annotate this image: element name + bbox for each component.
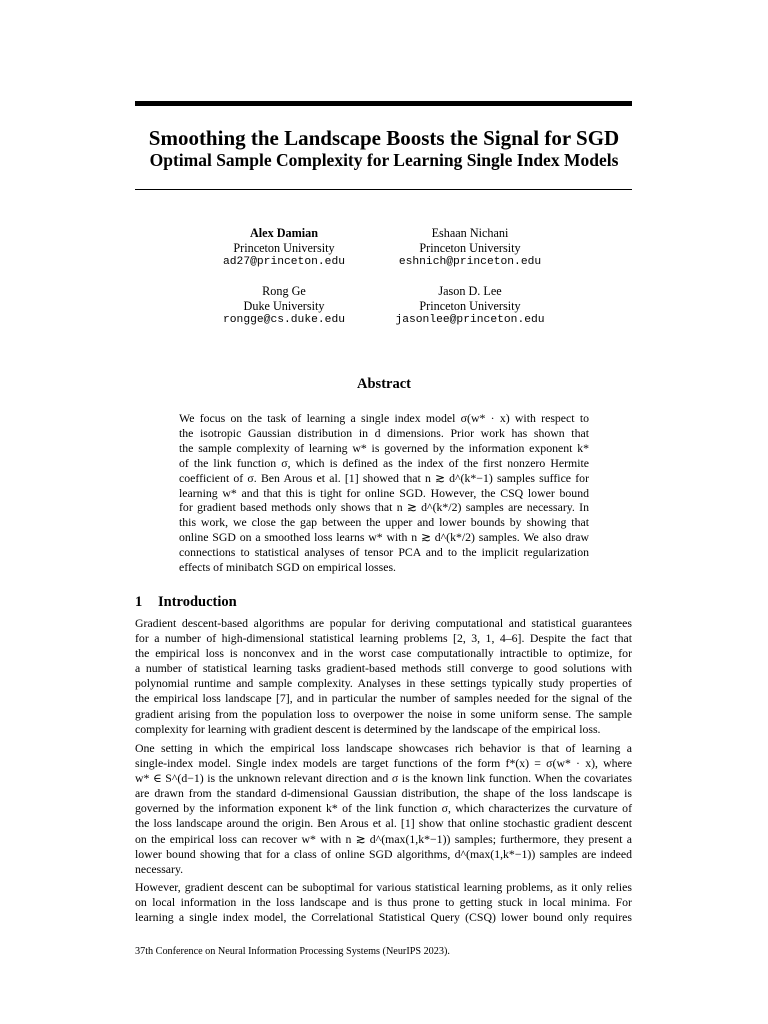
- author-name: Jason D. Lee: [438, 284, 502, 298]
- body-line: are drawn from the standard d-dimensional Gaussian distribution, the shape of the loss landscape is: [135, 786, 632, 801]
- author-name: Alex Damian: [249, 226, 319, 240]
- author-name: Rong Ge: [262, 284, 306, 298]
- abstract-body: [179, 411, 589, 575]
- section-heading: [135, 594, 237, 611]
- section-title: Introduction: [158, 594, 237, 610]
- paragraph-2: [135, 741, 632, 877]
- body-line: One setting in which the empirical loss landscape showcases rich behavior is that of learning a: [135, 741, 632, 755]
- author-block: [355, 284, 585, 328]
- abstract-line: of the link function σ, which is defined as the index of the first nonzero Hermite: [179, 455, 589, 470]
- author-email[interactable]: jasonlee@princeton.edu: [395, 314, 545, 326]
- body-line: a number of statistical learning tasks gradient-based methods still converge to good solutions with: [135, 661, 632, 676]
- paragraph-3: [135, 880, 632, 925]
- author-affiliation: Duke University: [243, 298, 325, 313]
- body-line: necessary.: [135, 861, 184, 876]
- author-affiliation: Princeton University: [233, 240, 335, 255]
- abstract-heading: Abstract: [357, 376, 411, 392]
- body-line: However, gradient descent can be suboptimal for various statistical learning problems, as it only relies: [135, 880, 632, 894]
- body-line: learning a single index model, the Correlational Statistical Query (CSQ) lower bound only requires: [135, 910, 632, 925]
- body-line: the empirical loss is nonconvex and in the worst case computationally intractible to optimize, for: [135, 646, 632, 661]
- author-name: Eshaan Nichani: [431, 226, 509, 240]
- abstract-line: connections to statistical analyses of tensor PCA and to the implicit regularization: [179, 545, 589, 560]
- abstract-line: the sample complexity of learning w* is governed by the information exponent k*: [179, 440, 589, 455]
- abstract-line: this work, we close the gap between the upper and lower bounds by showing that: [179, 515, 589, 530]
- body-line: governed by the information exponent k* of the link function σ, which characterizes the curvature of: [135, 801, 632, 816]
- author-affiliation: Princeton University: [419, 298, 521, 313]
- conference-footnote: 37th Conference on Neural Information Processing Systems (NeurIPS 2023).: [135, 946, 450, 957]
- abstract-line: effects of minibatch SGD on empirical losses.: [179, 560, 396, 575]
- author-block: [355, 226, 585, 270]
- body-line: lower bound showing that for a class of online SGD algorithms, d^(max(1,k*−1)) samples are indeed: [135, 846, 632, 861]
- body-line: the empirical loss landscape [7], and in particular the number of samples needed for the signal of the: [135, 691, 632, 706]
- body-line: w* ∈ S^(d−1) is the unknown relevant direction and σ is the known link function. When the covariates: [135, 771, 632, 786]
- abstract-line: coefficient of σ. Ben Arous et al. [1] showed that n ≳ d^(k*−1) samples suffice for: [179, 470, 589, 485]
- body-line: complexity for learning with gradient descent is determined by the landscape of the empirical loss.: [135, 721, 601, 736]
- author-email[interactable]: rongge@cs.duke.edu: [222, 314, 346, 326]
- author-email[interactable]: eshnich@princeton.edu: [398, 256, 542, 268]
- body-line: polynomial runtime and sample complexity. Analyses in these settings typically study properties of: [135, 676, 632, 691]
- abstract-line: the isotropic Gaussian distribution in d dimensions. Prior work has shown that: [179, 425, 589, 440]
- body-line: for a number of high-dimensional statistical learning problems [2, 3, 1, 4–6]. Despite the fact that: [135, 631, 632, 646]
- body-line: gradient arising from the population loss to overpower the noise in some uniform sense. The sample: [135, 706, 632, 721]
- paper-title: Smoothing the Landscape Boosts the Signal for SGD: [148, 126, 620, 150]
- abstract-line: for gradient based methods only shows that n ≳ d^(k*/2) samples are necessary. In: [179, 500, 589, 515]
- title-top-rule: [135, 101, 632, 106]
- body-line: single-index model. Single index models are target functions of the form f*(x) = σ(w* · x), where: [135, 756, 632, 771]
- body-line: on local information in the loss landscape and is thus prone to getting stuck in local minima. For: [135, 895, 632, 910]
- author-email[interactable]: ad27@princeton.edu: [222, 256, 346, 268]
- paper-subtitle: Optimal Sample Complexity for Learning Single Index Models: [149, 150, 619, 170]
- body-line: the loss landscape around the origin. Ben Arous et al. [1] show that online stochastic gradient descent: [135, 816, 632, 831]
- author-affiliation: Princeton University: [419, 240, 521, 255]
- abstract-line: learning w* and that this is tight for online SGD. However, the CSQ lower bound: [179, 485, 589, 500]
- paragraph-1: [135, 616, 632, 737]
- abstract-line: We focus on the task of learning a single index model σ(w* · x) with respect to: [179, 411, 589, 425]
- abstract-line: online SGD on a smoothed loss learns w* with n ≳ d^(k*/2) samples. We also draw: [179, 530, 589, 545]
- title-bottom-rule: [135, 189, 632, 190]
- body-line: Gradient descent-based algorithms are popular for deriving computational and statistical guarantees: [135, 616, 632, 630]
- body-line: on the empirical loss can recover w* with n ≳ d^(max(1,k*−1)) samples; furthermore, they present a: [135, 831, 632, 846]
- section-number: 1: [135, 594, 143, 610]
